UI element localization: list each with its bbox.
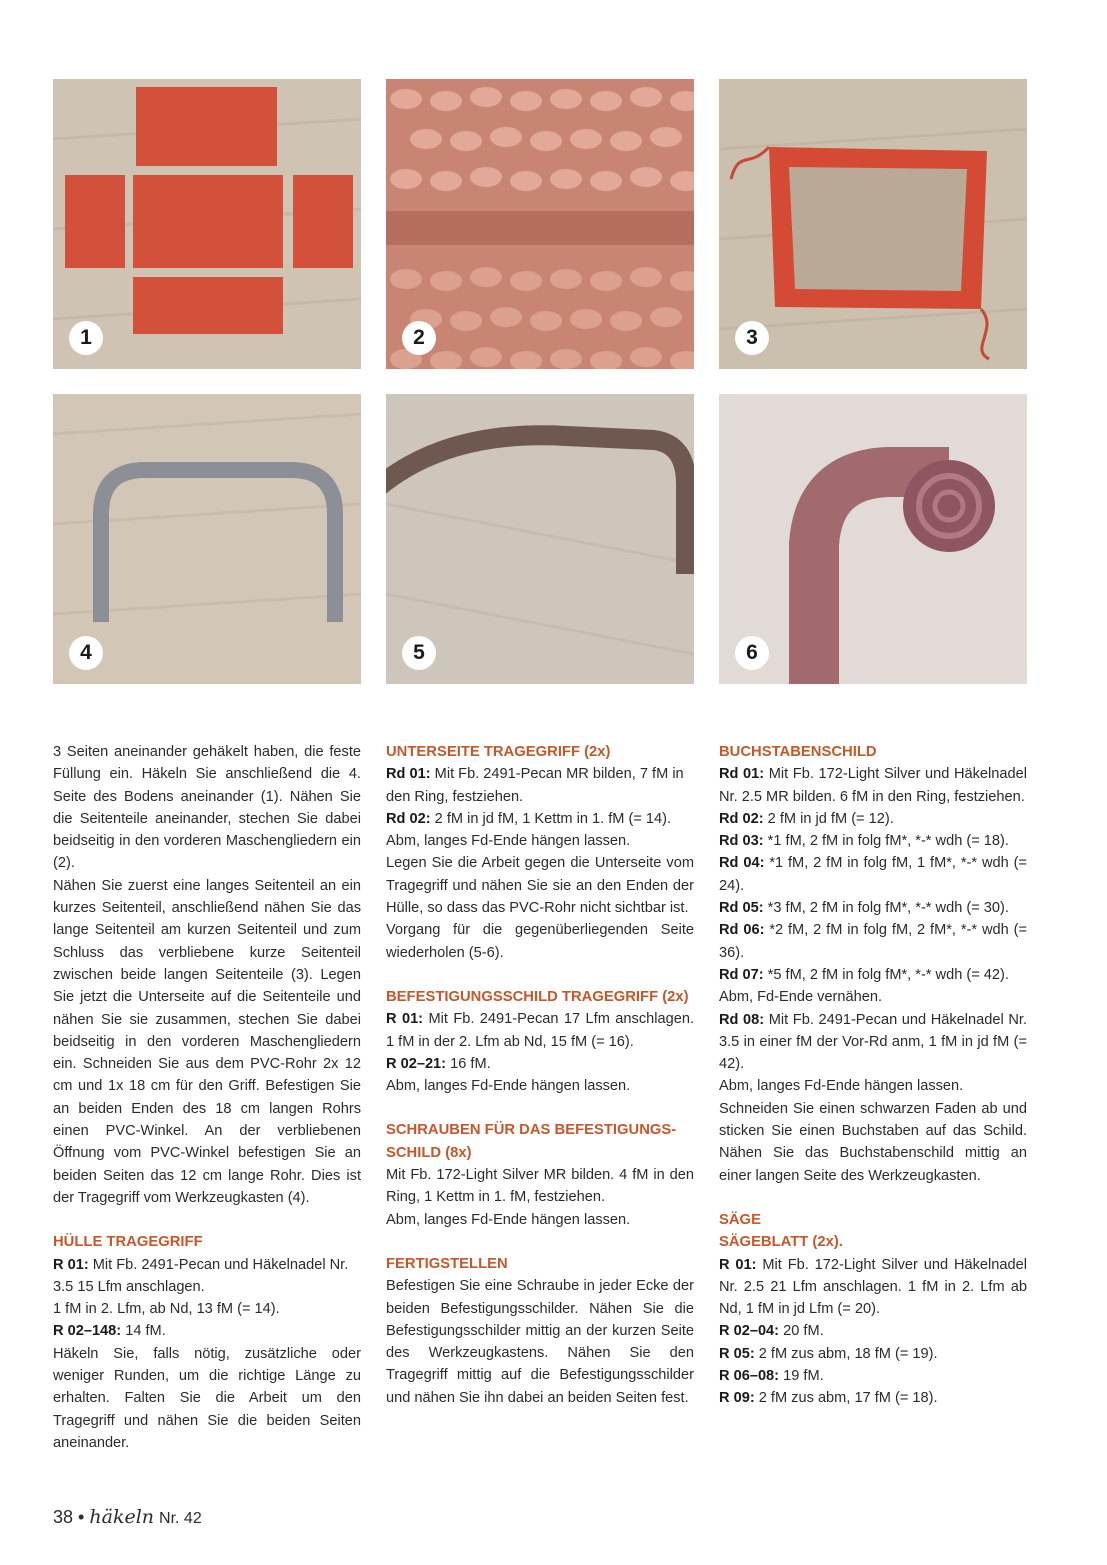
row-instruction: Rd 02: 2 fM in jd fM (= 12). bbox=[719, 810, 894, 827]
row-instruction: Rd 07: *5 fM, 2 fM in folg fM*, *-* wdh (= 42). bbox=[719, 966, 1009, 983]
row-label: R 02–21: bbox=[386, 1055, 447, 1072]
section-heading: FERTIGSTELLEN bbox=[386, 1255, 508, 1272]
row-label: R 06–08: bbox=[719, 1368, 780, 1385]
pvc-handle-photo-icon bbox=[53, 394, 361, 684]
row-instruction: R 01: Mit Fb. 2491-Pecan 17 Lfm anschlagen. 1 fM in der 2. Lfm ab Nd, 15 fM (= 16). bbox=[386, 1011, 695, 1050]
text-column-1 bbox=[53, 741, 361, 1454]
text-column-3 bbox=[719, 741, 1027, 1410]
paragraph: Abm, langes Fd-Ende hängen lassen. bbox=[386, 833, 631, 850]
row-instruction: R 02–148: 14 fM. bbox=[53, 1323, 166, 1340]
paragraph: Abm, langes Fd-Ende hängen lassen. bbox=[386, 1211, 631, 1228]
row-label: Rd 07: bbox=[719, 966, 764, 983]
row-label: R 09: bbox=[719, 1390, 755, 1407]
paragraph: Abm, langes Fd-Ende hängen lassen. bbox=[386, 1078, 631, 1095]
section-heading: SCHRAUBEN FÜR DAS BEFESTIGUNGS-SCHILD (8x) bbox=[386, 1122, 677, 1161]
photo-3 bbox=[719, 79, 1027, 369]
row-instruction: Rd 03: *1 fM, 2 fM in folg fM*, *-* wdh (= 18). bbox=[719, 833, 1009, 850]
row-instruction: R 06–08: 19 fM. bbox=[719, 1368, 824, 1385]
section-heading: SÄGEBLATT (2x). bbox=[719, 1234, 843, 1251]
paragraph: Abm, Fd-Ende vernähen. bbox=[719, 989, 883, 1006]
paragraph: 1 fM in 2. Lfm, ab Nd, 13 fM (= 14). bbox=[53, 1301, 280, 1318]
row-label: R 01: bbox=[719, 1256, 757, 1273]
row-instruction: R 02–21: 16 fM. bbox=[386, 1055, 491, 1072]
section-heading: SÄGE bbox=[719, 1211, 761, 1228]
paragraph: Vorgang für die gegenüberliegenden Seite wiederholen (5-6). bbox=[386, 922, 694, 961]
row-instruction: R 01: Mit Fb. 172-Light Silver und Häkelnadel Nr. 2.5 21 Lfm anschlagen. 1 fM in 2. Lfm ab Nd, 1 fM in jd Lfm (= 20). bbox=[719, 1256, 1027, 1318]
magazine-name: häkeln bbox=[89, 1506, 155, 1528]
issue-number: Nr. 42 bbox=[159, 1510, 202, 1527]
photo-5 bbox=[386, 394, 694, 684]
photo-number: 2 bbox=[402, 321, 436, 355]
crochet-panels-photo-icon bbox=[53, 79, 361, 369]
row-label: Rd 08: bbox=[719, 1011, 765, 1028]
paragraph: Befestigen Sie eine Schraube in jeder Ecke der beiden Befestigungsschilder. Nähen Sie die Befestigungsschilder mittig an der kurzen Seite des Werkzeugkastens. Nähen Sie den Tragegriff mittig auf die Befestigungsschilder und nähen Sie ihn dabei an beiden Seiten fest. bbox=[386, 1278, 694, 1406]
row-instruction: R 02–04: 20 fM. bbox=[719, 1323, 824, 1340]
row-label: Rd 03: bbox=[719, 833, 764, 850]
row-instruction: Rd 04: *1 fM, 2 fM in folg fM, 1 fM*, *-* wdh (= 24). bbox=[719, 855, 1027, 894]
paragraph: Häkeln Sie, falls nötig, zusätzliche oder weniger Runden, um die richtige Länge zu erhalten. Falten Sie die Arbeit um den Tragegriff und nähen Sie die beiden Seiten aneinander. bbox=[53, 1345, 361, 1451]
row-label: Rd 02: bbox=[386, 810, 431, 827]
row-label: R 02–148: bbox=[53, 1323, 122, 1340]
photo-number: 3 bbox=[735, 321, 769, 355]
photo-number: 5 bbox=[402, 636, 436, 670]
row-instruction: Rd 01: Mit Fb. 2491-Pecan MR bilden, 7 fM in den Ring, festziehen. bbox=[386, 766, 684, 805]
row-label: Rd 04: bbox=[719, 855, 765, 872]
row-instruction: R 05: 2 fM zus abm, 18 fM (= 19). bbox=[719, 1345, 938, 1362]
row-label: Rd 05: bbox=[719, 900, 764, 917]
paragraph: Nähen Sie zuerst eine langes Seitenteil an ein kurzes Seitenteil, anschließend nähen Sie das lange Seitenteil am kurzen Seitenteil und zum Schluss das verbliebene kurze Seitenteil zwischen beide langen Seitenteile (3). Legen Sie jetzt die Unterseite auf die Seitenteile und nähen Sie sie zusammen, stechen Sie dabei beidseitig in den vorderen Maschengliedern ein. Schneiden Sie aus dem PVC-Rohr 2x 12 cm und 1x 18 cm für den Griff. Befestigen Sie an beiden Enden des 18 cm langen Rohrs einen PVC-Winkel. An der verbliebenen Öffnung vom PVC-Winkel befestigen Sie an beiden Seiten das 12 cm lange Rohr. Dies ist der Tragegriff vom Werkzeugkasten (4). bbox=[53, 877, 361, 1206]
row-instruction: Rd 02: 2 fM in jd fM, 1 Kettm in 1. fM (= 14). bbox=[386, 810, 672, 827]
photo-6 bbox=[719, 394, 1027, 684]
section-heading: BEFESTIGUNGSSCHILD TRAGEGRIFF (2x) bbox=[386, 988, 689, 1005]
row-label: R 05: bbox=[719, 1345, 755, 1362]
stitch-closeup-photo-icon bbox=[386, 79, 694, 369]
row-label: R 02–04: bbox=[719, 1323, 780, 1340]
open-box-photo-icon bbox=[719, 79, 1027, 369]
photo-1 bbox=[53, 79, 361, 369]
row-instruction: Rd 06: *2 fM, 2 fM in folg fM, 2 fM*, *-* wdh (= 36). bbox=[719, 922, 1027, 961]
bullet-separator: • bbox=[78, 1507, 85, 1527]
row-label: Rd 01: bbox=[719, 766, 765, 783]
paragraph: Abm, langes Fd-Ende hängen lassen. bbox=[719, 1078, 964, 1095]
photo-number: 1 bbox=[69, 321, 103, 355]
row-label: Rd 06: bbox=[719, 922, 765, 939]
row-label: R 01: bbox=[386, 1011, 424, 1028]
paragraph: Schneiden Sie einen schwarzen Faden ab und sticken Sie einen Buchstaben auf das Schild. Nähen Sie das Buchstabenschild mittig an einer langen Seite des Werkzeugkasten. bbox=[719, 1100, 1027, 1184]
paragraph: 3 Seiten aneinander gehäkelt haben, die feste Füllung ein. Häkeln Sie anschließend die 4. Seite des Bodens aneinander (1). Nähen Sie die Seitenteile aneinander, stechen Sie dabei beidseitig in den vorderen Maschengliedern ein (2). bbox=[53, 744, 361, 872]
row-instruction: Rd 01: Mit Fb. 172-Light Silver und Häkelnadel Nr. 2.5 MR bilden. 6 fM in den Ring, festziehen. bbox=[719, 766, 1027, 805]
text-column-2 bbox=[386, 741, 694, 1409]
paragraph: Legen Sie die Arbeit gegen die Unterseite vom Tragegriff und nähen Sie sie an den Enden der Hülle, so dass das PVC-Rohr nicht sichtbar ist. bbox=[386, 855, 694, 917]
row-instruction: Rd 08: Mit Fb. 2491-Pecan und Häkelnadel Nr. 3.5 in einer fM der Vor-Rd anm, 1 fM in jd fM (= 42). bbox=[719, 1011, 1027, 1073]
row-label: Rd 01: bbox=[386, 766, 431, 783]
row-instruction: R 01: Mit Fb. 2491-Pecan und Häkelnadel Nr. 3.5 15 Lfm anschlagen. bbox=[53, 1256, 349, 1295]
section-heading: HÜLLE TRAGEGRIFF bbox=[53, 1234, 203, 1251]
row-instruction: R 09: 2 fM zus abm, 17 fM (= 18). bbox=[719, 1390, 938, 1407]
photo-2 bbox=[386, 79, 694, 369]
row-instruction: Rd 05: *3 fM, 2 fM in folg fM*, *-* wdh (= 30). bbox=[719, 900, 1009, 917]
photo-number: 4 bbox=[69, 636, 103, 670]
photo-number: 6 bbox=[735, 636, 769, 670]
handle-end-photo-icon bbox=[719, 394, 1027, 684]
row-label: Rd 02: bbox=[719, 810, 764, 827]
paragraph: Mit Fb. 172-Light Silver MR bilden. 4 fM in den Ring, 1 Kettm in 1. fM, festziehen. bbox=[386, 1167, 694, 1206]
covered-handle-photo-icon bbox=[386, 394, 694, 684]
photo-4 bbox=[53, 394, 361, 684]
section-heading: BUCHSTABENSCHILD bbox=[719, 744, 877, 760]
page-footer bbox=[53, 1506, 202, 1528]
row-label: R 01: bbox=[53, 1256, 89, 1273]
page-number: 38 bbox=[53, 1507, 74, 1527]
section-heading: UNTERSEITE TRAGEGRIFF (2x) bbox=[386, 744, 611, 760]
